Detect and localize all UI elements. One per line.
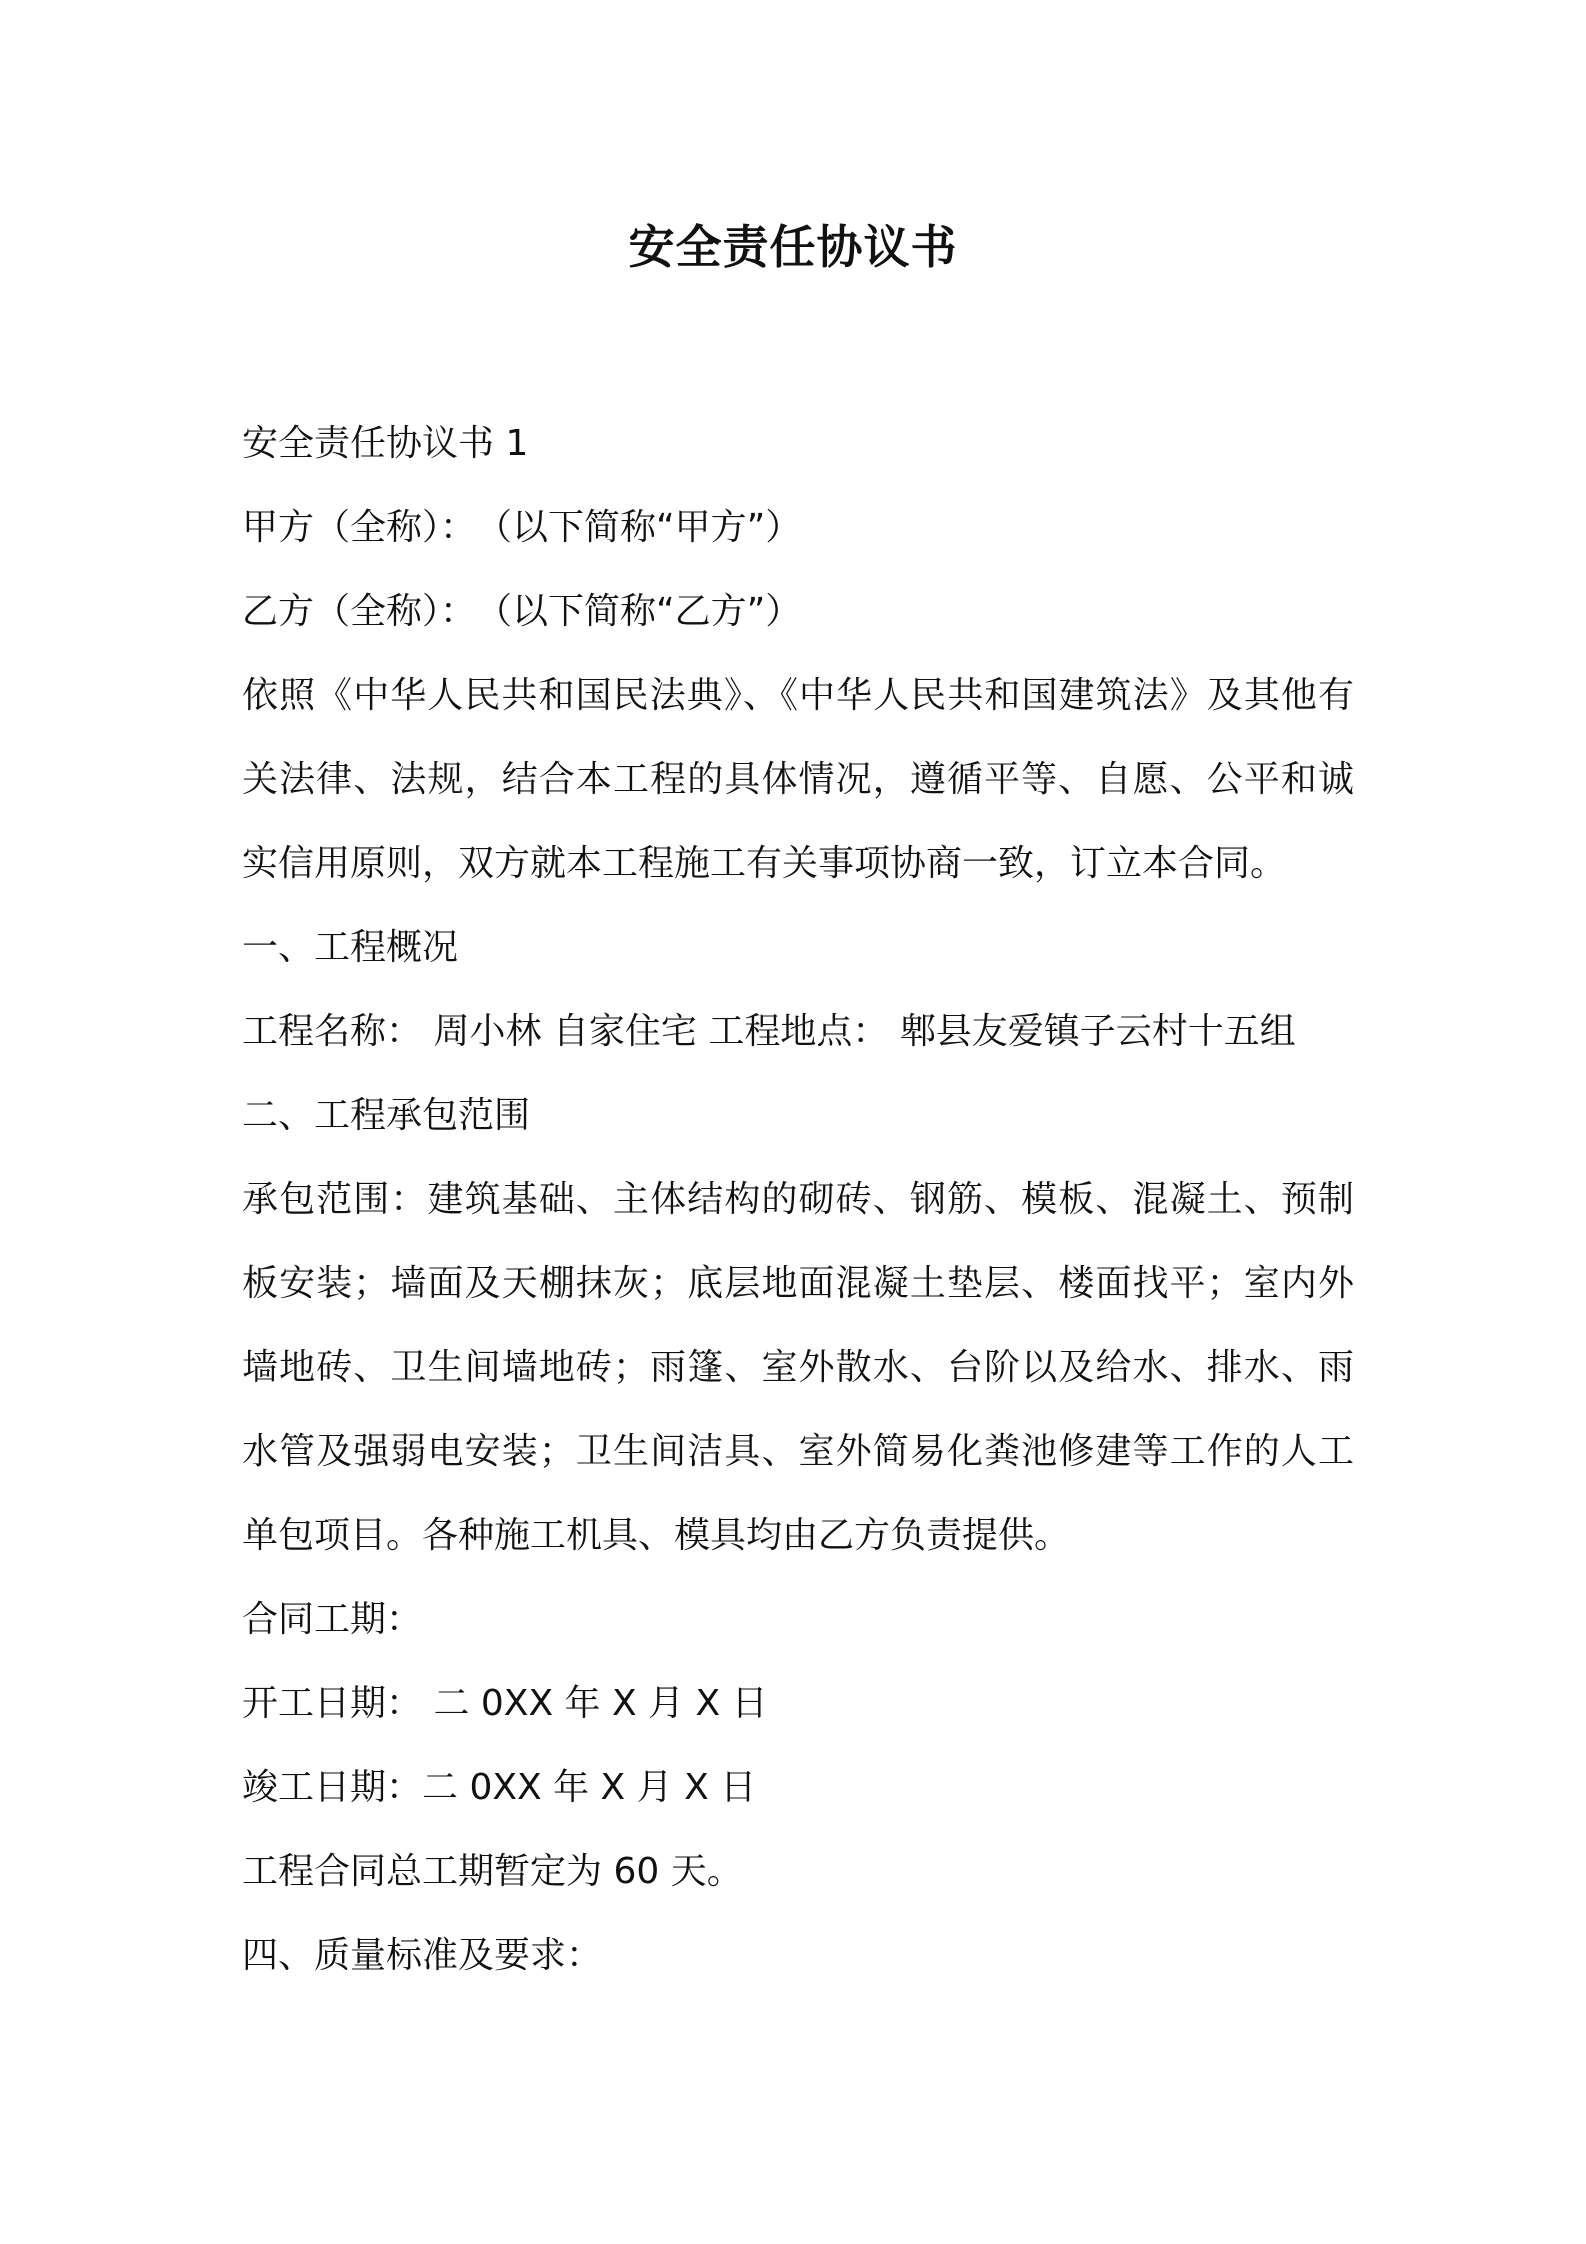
intro-paragraph: 依照《中华人民共和国民法典》、《中华人民共和国建筑法》及其他有关法律、法规，结合本工程的具体情况，遵循平等、自愿、公平和诚实信用原则，双方就本工程施工有关事项协商一致，订立本合同。 [242, 675, 1354, 884]
project-name-location-line: 工程名称： 周小林 自家住宅 工程地点： 郫县友爱镇子云村十五组 [242, 1011, 1296, 1052]
section-heading-contract-scope: 二、工程承包范围 [242, 1095, 531, 1136]
party-a-line: 甲方（全称）： （以下简称“甲方”） [242, 507, 802, 548]
section-heading-quality-standards: 四、质量标准及要求： [242, 1935, 603, 1976]
contract-period-label: 合同工期： [242, 1599, 423, 1640]
section-heading-project-overview: 一、工程概况 [242, 927, 459, 968]
document-body [242, 402, 1354, 1998]
start-date-line: 开工日期： 二 0XX 年 X 月 X 日 [242, 1683, 768, 1724]
total-period-line: 工程合同总工期暂定为 60 天。 [242, 1851, 743, 1892]
party-b-line: 乙方（全称）： （以下简称“乙方”） [242, 591, 802, 632]
document-title: 安全责任协议书 [628, 220, 958, 274]
end-date-line: 竣工日期：二 0XX 年 X 月 X 日 [242, 1767, 757, 1808]
agreement-number-line: 安全责任协议书 1 [242, 423, 529, 464]
scope-paragraph: 承包范围：建筑基础、主体结构的砌砖、钢筋、模板、混凝土、预制板安装；墙面及天棚抹灰；底层地面混凝土垫层、楼面找平；室内外墙地砖、卫生间墙地砖；雨篷、室外散水、台阶以及给水、排水、雨水管及强弱电安装；卫生间洁具、室外简易化粪池修建等工作的人工单包项目。各种施工机具、模具均由乙方负责提供。 [242, 1179, 1354, 1556]
